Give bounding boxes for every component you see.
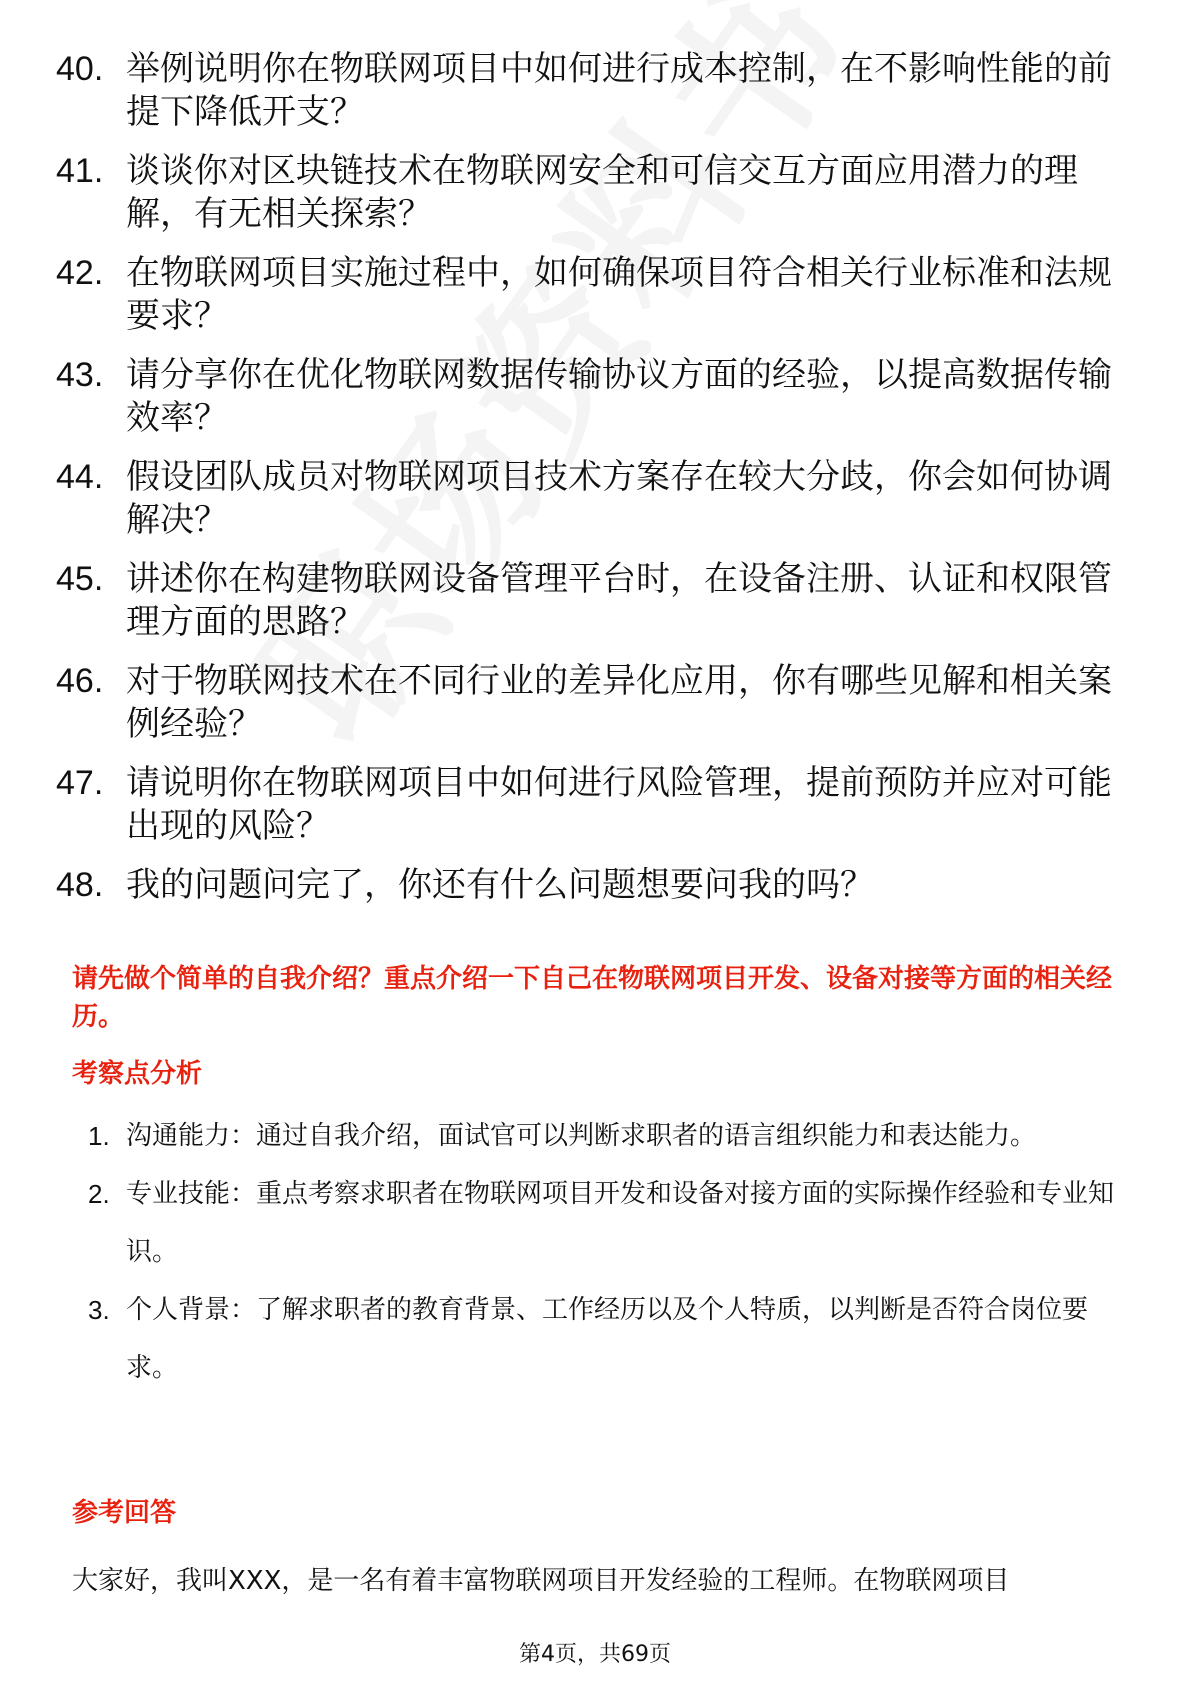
question-number: 48.	[56, 866, 104, 904]
question-text: 谈谈你对区块链技术在物联网安全和可信交互方面应用潜力的理解，有无相关探索？	[126, 151, 1078, 234]
question-number: 45.	[56, 560, 104, 598]
highlight-question: 请先做个简单的自我介绍？重点介绍一下自己在物联网项目开发、设备对接等方面的相关经历。	[72, 964, 1113, 1032]
question-text: 对于物联网技术在不同行业的差异化应用，你有哪些见解和相关案例经验？	[126, 661, 1112, 744]
list-item	[56, 150, 1136, 236]
question-text: 请说明你在物联网项目中如何进行风险管理，提前预防并应对可能出现的风险？	[126, 763, 1112, 846]
list-item	[88, 1281, 1128, 1397]
reference-answer: 大家好，我叫XXX，是一名有着丰富物联网项目开发经验的工程师。在物联网项目	[72, 1566, 1010, 1596]
point-number: 2.	[88, 1179, 110, 1209]
question-text: 假设团队成员对物联网项目技术方案存在较大分歧，你会如何协调解决？	[126, 457, 1112, 540]
list-item	[56, 660, 1136, 746]
question-number: 43.	[56, 356, 104, 394]
page-number: 第4页，共69页	[519, 1642, 671, 1667]
list-item	[88, 1165, 1128, 1281]
point-text: 沟通能力：通过自我介绍，面试官可以判断求职者的语言组织能力和表达能力。	[126, 1121, 1037, 1151]
point-text: 专业技能：重点考察求职者在物联网项目开发和设备对接方面的实际操作经验和专业知识。	[126, 1179, 1115, 1267]
list-item	[56, 252, 1136, 338]
question-text: 讲述你在构建物联网设备管理平台时，在设备注册、认证和权限管理方面的思路？	[126, 559, 1112, 642]
question-list	[56, 48, 1136, 923]
question-text: 请分享你在优化物联网数据传输协议方面的经验，以提高数据传输效率？	[126, 355, 1112, 438]
question-number: 40.	[56, 50, 104, 88]
question-text: 举例说明你在物联网项目中如何进行成本控制，在不影响性能的前提下降低开支？	[126, 49, 1112, 132]
question-number: 44.	[56, 458, 104, 496]
question-text: 我的问题问完了，你还有什么问题想要问我的吗？	[126, 865, 874, 905]
list-item	[56, 864, 1136, 907]
point-number: 1.	[88, 1121, 110, 1151]
reference-title: 参考回答	[72, 1498, 177, 1528]
question-number: 46.	[56, 662, 104, 700]
point-text: 个人背景：了解求职者的教育背景、工作经历以及个人特质，以判断是否符合岗位要求。	[126, 1295, 1089, 1383]
analysis-list	[88, 1107, 1128, 1397]
analysis-title: 考察点分析	[72, 1059, 203, 1089]
list-item	[56, 762, 1136, 848]
list-item	[56, 456, 1136, 542]
point-number: 3.	[88, 1295, 110, 1325]
list-item	[56, 354, 1136, 440]
question-number: 47.	[56, 764, 104, 802]
question-text: 在物联网项目实施过程中，如何确保项目符合相关行业标准和法规要求？	[126, 253, 1112, 336]
question-number: 42.	[56, 254, 104, 292]
list-item	[56, 48, 1136, 134]
question-number: 41.	[56, 152, 104, 190]
list-item	[56, 558, 1136, 644]
list-item	[88, 1107, 1128, 1165]
